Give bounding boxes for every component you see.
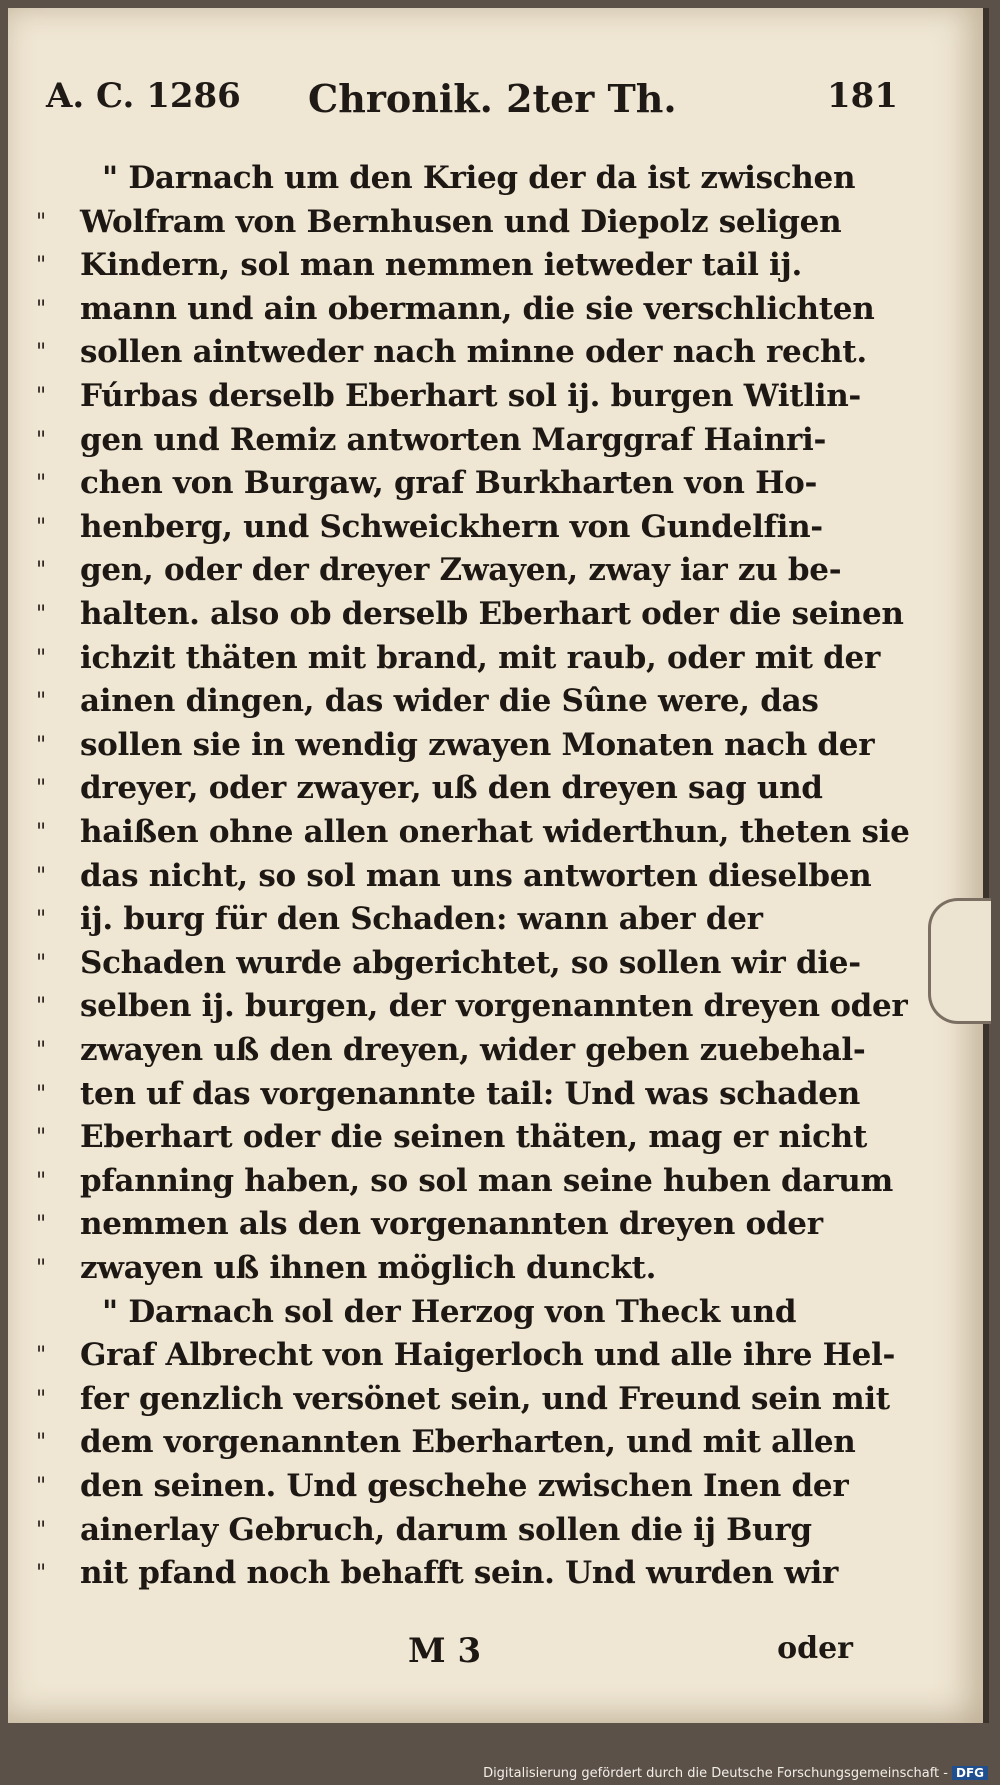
text-line: Wolfram von Bernhusen und Diepolz seligen — [80, 203, 842, 240]
running-header — [38, 68, 898, 128]
text-line: ten uf das vorgenannte tail: Und was schaden — [80, 1075, 860, 1112]
margin-quote-mark: " — [36, 1256, 47, 1281]
margin-quote-mark: " — [36, 1212, 47, 1238]
margin-quote-mark: " — [36, 950, 47, 976]
text-line: " Darnach um den Krieg der da ist zwischen — [102, 160, 856, 196]
margin-quote-mark: " — [36, 863, 47, 889]
margin-quote-mark: " — [36, 1343, 47, 1369]
text-line: dem vorgenannten Eberharten, und mit allen — [80, 1424, 856, 1461]
margin-quote-mark: " — [36, 514, 47, 540]
margin-quote-mark: " — [36, 1038, 47, 1063]
margin-quote-mark: " — [36, 1517, 47, 1543]
margin-quote-mark: " — [36, 296, 47, 322]
margin-quote-mark: " — [36, 340, 47, 366]
text-line: Eberhart oder die seinen thäten, mag er nicht — [80, 1119, 868, 1156]
text-line: ij. burg für den Schaden: wann aber der — [80, 901, 763, 938]
digitization-footer — [483, 1766, 988, 1781]
text-line: Graf Albrecht von Haigerloch und alle ihre Hel- — [80, 1337, 896, 1374]
text-line: Schaden wurde abgerichtet, so sollen wir die- — [80, 944, 861, 981]
margin-quote-mark: " — [36, 1561, 47, 1587]
text-line: pfanning haben, so sol man seine huben darum — [80, 1162, 893, 1199]
margin-quote-mark: " — [36, 994, 47, 1020]
text-line: henberg, und Schweickhern von Gundelfin- — [80, 508, 823, 545]
book-page — [8, 8, 989, 1723]
dfg-logo: DFG — [952, 1766, 988, 1780]
page-number: 181 — [827, 76, 898, 116]
text-line: fer genzlich versönet sein, und Freund sein mit — [80, 1380, 890, 1417]
text-line: gen, oder der dreyer Zwayen, zway iar zu be- — [80, 552, 842, 589]
text-line: selben ij. burgen, der vorgenannten dreyen oder — [80, 988, 908, 1025]
margin-quote-mark: " — [36, 1081, 47, 1107]
margin-quote-mark: " — [36, 820, 47, 845]
text-line: zwayen uß den dreyen, wider geben zuebehal- — [80, 1032, 866, 1068]
text-line: Fúrbas derselb Eberhart sol ij. burgen Witlin- — [80, 378, 861, 414]
page-clip-tab — [928, 898, 991, 1024]
text-line: chen von Burgaw, graf Burkharten von Ho- — [80, 465, 818, 502]
margin-quote-mark: " — [36, 645, 47, 671]
margin-quote-mark: " — [36, 1474, 47, 1499]
text-line: nemmen als den vorgenannten dreyen oder — [80, 1206, 823, 1243]
margin-quote-mark: " — [36, 209, 47, 235]
margin-quote-mark: " — [36, 1386, 47, 1412]
margin-quote-mark: " — [36, 689, 47, 715]
margin-quote-mark: " — [36, 776, 47, 802]
text-line: zwayen uß ihnen möglich dunckt. — [80, 1250, 657, 1286]
margin-quote-mark: " — [36, 1430, 47, 1456]
text-line: halten. also ob derselb Eberhart oder die seinen — [80, 596, 904, 632]
margin-quote-mark: " — [36, 1168, 47, 1194]
text-line: ainerlay Gebruch, darum sollen die ij Burg — [80, 1511, 812, 1548]
text-line: dreyer, oder zwayer, uß den dreyen sag und — [80, 770, 823, 807]
text-line: den seinen. Und geschehe zwischen Inen der — [80, 1468, 849, 1504]
header-title: Chronik. 2ter Th. — [308, 76, 677, 121]
text-line: ainen dingen, das wider die Sûne were, das — [80, 683, 819, 720]
text-line: sollen sie in wendig zwayen Monaten nach der — [80, 726, 875, 763]
margin-quote-mark: " — [36, 732, 47, 758]
header-year: A. C. 1286 — [46, 76, 241, 116]
margin-quote-mark: " — [36, 558, 47, 584]
margin-quote-mark: " — [36, 384, 47, 409]
footer-text: Digitalisierung gefördert durch die Deutsche Forschungsgemeinschaft - — [483, 1766, 948, 1781]
margin-quote-mark: " — [36, 1125, 47, 1151]
text-line: Kindern, sol man nemmen ietweder tail ij. — [80, 247, 802, 284]
text-line: " Darnach sol der Herzog von Theck und — [102, 1293, 797, 1330]
text-line: das nicht, so sol man uns antworten dieselben — [80, 857, 872, 894]
catchword: oder — [777, 1631, 853, 1666]
margin-quote-mark: " — [36, 602, 47, 627]
margin-quote-mark: " — [36, 253, 47, 279]
text-line: haißen ohne allen onerhat widerthun, theten sie — [80, 814, 910, 850]
margin-quote-mark: " — [36, 471, 47, 497]
text-line: sollen aintweder nach minne oder nach recht. — [80, 334, 867, 371]
text-line: gen und Remiz antworten Marggraf Hainri- — [80, 421, 827, 458]
margin-quote-mark: " — [36, 427, 47, 453]
text-line: nit pfand noch behafft sein. Und wurden wir — [80, 1555, 839, 1592]
text-line: mann und ain obermann, die sie verschlichten — [80, 290, 875, 327]
signature-mark: M 3 — [408, 1631, 482, 1671]
margin-quote-mark: " — [36, 907, 47, 933]
text-line: ichzit thäten mit brand, mit raub, oder mit der — [80, 639, 881, 676]
